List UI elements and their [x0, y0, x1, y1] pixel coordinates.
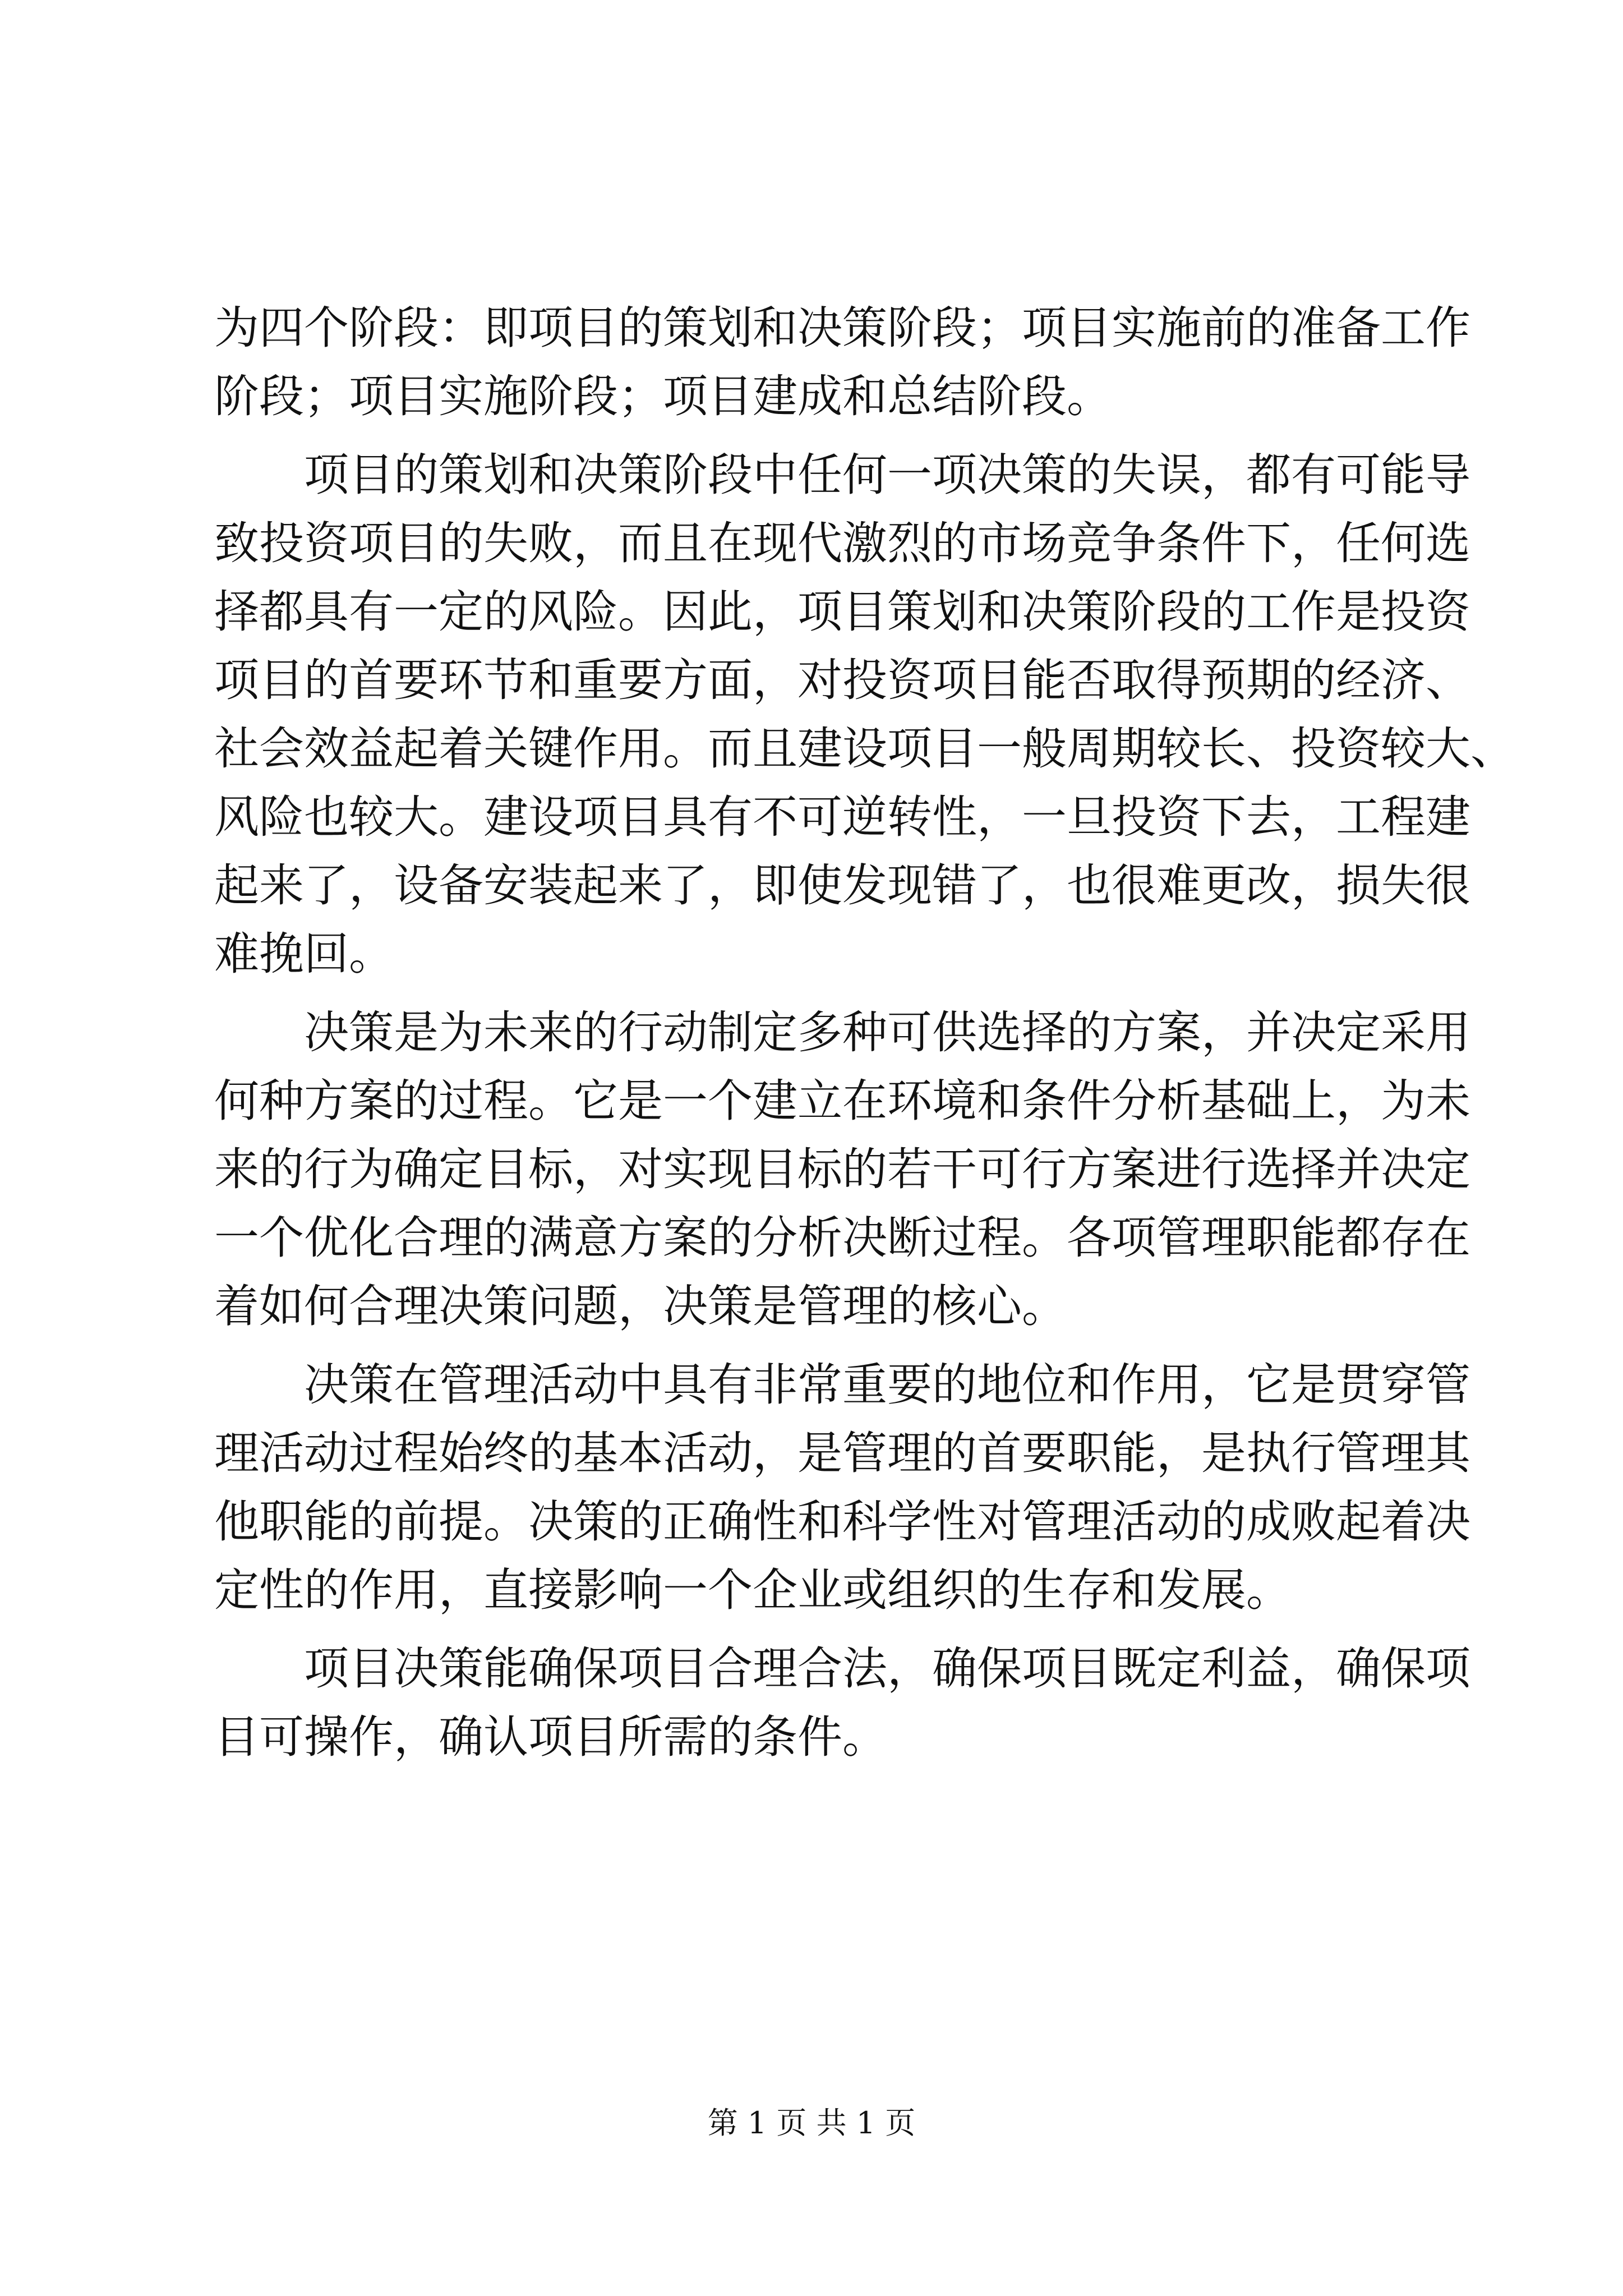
text-line: 致投资项目的失败，而且在现代激烈的市场竞争条件下，任何选: [214, 517, 1470, 569]
text-line: 项目的首要环节和重要方面，对投资项目能否取得预期的经济、: [214, 654, 1470, 706]
text-line: 着如何合理决策问题，决策是管理的核心。: [214, 1280, 1067, 1332]
text-line: 一个优化合理的满意方案的分析决断过程。各项管理职能都存在: [214, 1212, 1470, 1264]
text-line: 决策在管理活动中具有非常重要的地位和作用，它是贯穿管: [214, 1359, 1470, 1411]
text-line: 决策是为未来的行动制定多种可供选择的方案，并决定采用: [214, 1006, 1470, 1059]
text-line: 来的行为确定目标，对实现目标的若干可行方案进行选择并决定: [214, 1143, 1470, 1195]
text-line: 择都具有一定的风险。因此，项目策划和决策阶段的工作是投资: [214, 586, 1470, 638]
text-line: 理活动过程始终的基本活动，是管理的首要职能，是执行管理其: [214, 1427, 1470, 1479]
text-line: 社会效益起着关键作用。而且建设项目一般周期较长、投资较大、: [214, 723, 1515, 775]
text-line: 他职能的前提。决策的正确性和科学性对管理活动的成败起着决: [214, 1496, 1470, 1548]
page-footer: 第 1 页 共 1 页: [707, 2105, 916, 2141]
text-line: 风险也较大。建设项目具有不可逆转性，一旦投资下去，工程建: [214, 791, 1470, 843]
text-line: 项目决策能确保项目合理合法，确保项目既定利益，确保项: [214, 1642, 1470, 1695]
text-line: 定性的作用，直接影响一个企业或组织的生存和发展。: [214, 1564, 1291, 1616]
text-line: 阶段；项目实施阶段；项目建成和总结阶段。: [214, 370, 1112, 422]
text-line: 目可操作，确认项目所需的条件。: [214, 1711, 887, 1763]
text-line: 项目的策划和决策阶段中任何一项决策的失误，都有可能导: [214, 449, 1470, 501]
text-line: 何种方案的过程。它是一个建立在环境和条件分析基础上，为未: [214, 1075, 1470, 1127]
text-line: 难挽回。: [214, 928, 394, 980]
text-line: 起来了，设备安装起来了，即使发现错了，也很难更改，损失很: [214, 859, 1470, 912]
text-line: 为四个阶段：即项目的策划和决策阶段；项目实施前的准备工作: [214, 302, 1470, 354]
